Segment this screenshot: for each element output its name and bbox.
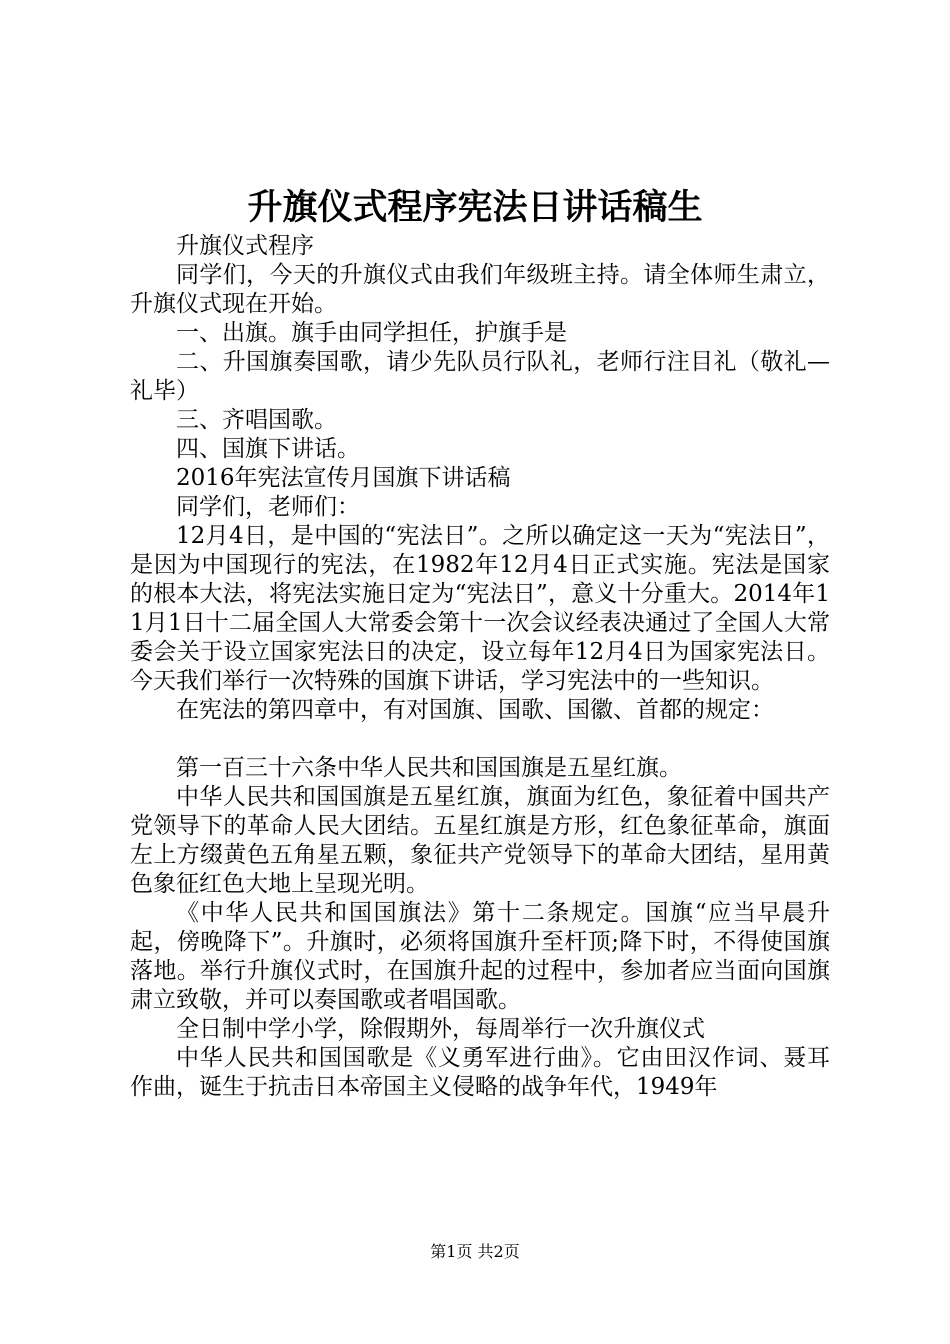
paragraph-speech-heading: 2016年宪法宣传月国旗下讲话稿 xyxy=(176,465,511,491)
paragraph-constitution-day: 12月4日，是中国的“宪法日”。之所以确定这一天为“宪法日”，是因为中国现行的宪法，在1982年12月4日正式实施。宪法是国家的根本大法，将宪法实施日定为“宪法日”，意义十分重大。2014年11月1日十二届全国人大常委会第十一次会议经表决通过了全国人大常委会关于设立国家宪法日的决定，设立每年12月4日为国家宪法日。今天我们举行一次特殊的国旗下讲话，学习宪法中的一些知识。 xyxy=(130,523,830,694)
page-indicator: 第1页 共2页 xyxy=(430,1242,520,1261)
paragraph-step-3: 三、齐唱国歌。 xyxy=(176,407,337,433)
paragraph-weekly-ceremony: 全日制中学小学，除假期外，每周举行一次升旗仪式 xyxy=(176,1016,705,1042)
paragraph-flag-meaning: 中华人民共和国国旗是五星红旗，旗面为红色，象征着中国共产党领导下的革命人民大团结。五星红旗是方形，红色象征革命，旗面左上方缀黄色五角星五颗，象征共产党领导下的革命大团结，星用黄色象征红色大地上呈现光明。 xyxy=(130,784,830,897)
paragraph-national-anthem: 中华人民共和国国歌是《义勇军进行曲》。它由田汉作词、聂耳作曲，诞生于抗击日本帝国主义侵略的战争年代，1949年 xyxy=(130,1045,830,1100)
paragraph-ceremony-heading: 升旗仪式程序 xyxy=(176,233,314,259)
paragraph-opening: 同学们，今天的升旗仪式由我们年级班主持。请全体师生肃立，升旗仪式现在开始。 xyxy=(130,262,830,317)
paragraph-step-2: 二、升国旗奏国歌，请少先队员行队礼，老师行注目礼（敬礼—礼毕） xyxy=(130,349,830,404)
paragraph-chapter-four: 在宪法的第四章中，有对国旗、国歌、国徽、首都的规定： xyxy=(176,697,774,723)
paragraph-flag-law: 《中华人民共和国国旗法》第十二条规定。国旗“应当早晨升起，傍晚降下”。升旗时，必须将国旗升至杆顶;降下时，不得使国旗落地。举行升旗仪式时，在国旗升起的过程中，参加者应当面向国旗肃立致敬，并可以奏国歌或者唱国歌。 xyxy=(130,900,830,1013)
document-body xyxy=(130,232,830,1102)
paragraph-step-4: 四、国旗下讲话。 xyxy=(176,436,360,462)
paragraph-greeting: 同学们，老师们： xyxy=(176,494,360,520)
document-title: 升旗仪式程序宪法日讲话稿生 xyxy=(247,187,703,228)
paragraph-step-1: 一、出旗。旗手由同学担任，护旗手是 xyxy=(176,320,567,346)
paragraph-article-136: 第一百三十六条中华人民共和国国旗是五星红旗。 xyxy=(176,755,682,781)
